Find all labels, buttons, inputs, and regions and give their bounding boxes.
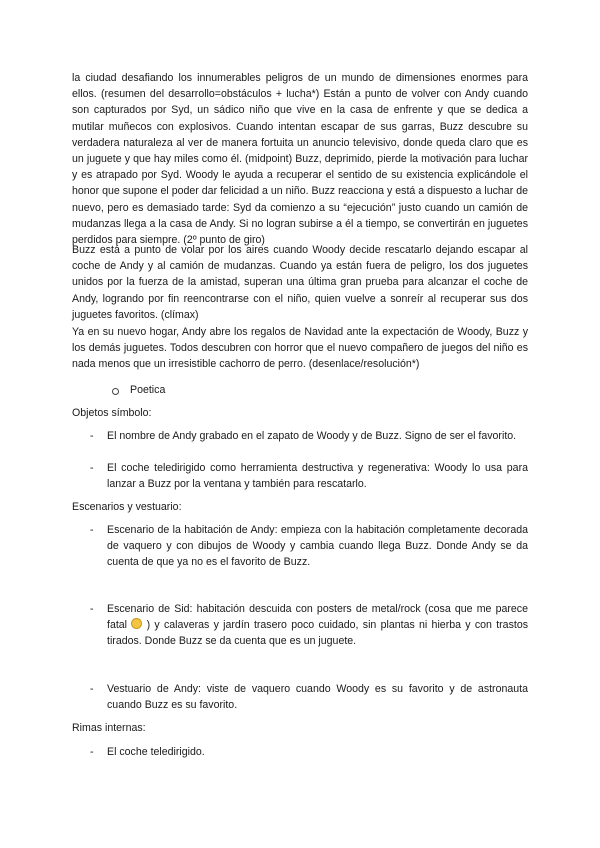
- list-item-objeto-1: El nombre de Andy grabado en el zapato de Woody y de Buzz. Signo de ser el favorito.: [107, 430, 517, 442]
- sad-face-icon: [131, 618, 142, 629]
- heading-rimas-internas: Rimas internas:: [72, 722, 146, 734]
- heading-objetos-simbolo: Objetos símbolo:: [72, 407, 152, 419]
- list-item-rima-1: El coche teledirigido.: [107, 746, 205, 758]
- dash-bullet-icon: -: [90, 746, 94, 758]
- paragraph-development: la ciudad desafiando los innumerables peligros de un mundo de dimensiones enormes para ellos. (resumen del desarrollo=obstáculos + lucha*) Están a punto de volver con Andy cuando son capturados por Syd, un sádico niño que vive en la casa de enfrente y que se dedica a mutilar muñecos con explosivos. Cuando intentan escapar de sus garras, Buzz descubre su verdadera naturaleza al ver de manera fortuita un anuncio televisivo, donde queda claro que es un juguete y que hay miles como él. (midpoint) Buzz, deprimido, pierde la motivación para luchar y es atrapado por Syd. Woody le ayuda a recuperar el sentido de su existencia explicándole el honor que supone el poder dar felicidad a un niño. Buzz reacciona y está a dispuesto a luchar de nuevo, pero es demasiado tarde: Syd da comienzo a su “ejecución” justo cuando un camión de mudanzas llega a la casa de Andy. Si no logran subirse a él a tiempo, se convertirán en juguetes perdidos para siempre. (2º punto de giro): [72, 72, 528, 247]
- paragraph-climax: Buzz está a punto de volar por los aires cuando Woody decide rescatarlo dejando escapar al coche de Andy y al camión de mudanzas. Cuando ya están fuera de peligro, los dos juguetes unidos por la fuerza de la amistad, superan una última gran prueba para alcanzar el coche de Andy, logrando por fin reencontrarse con el niño, quien vuelve a sonreír al recuperar sus dos juguetes favoritos. (clímax): [72, 244, 528, 321]
- dash-bullet-icon: -: [90, 430, 94, 442]
- section-poetica: Poetica: [130, 384, 166, 396]
- circle-bullet-icon: [112, 388, 119, 395]
- list-item-escenario-sid: Escenario de Sid: habitación descuida con posters de metal/rock (cosa que me parece fatal ) y calaveras y jardín trasero poco cuidado, sin plantas ni hierba y con trastos tirados. Donde Buzz se da cuenta que es un juguete.: [107, 603, 529, 648]
- list-item-objeto-2: El coche teledirigido como herramienta destructiva y regenerativa: Woody lo usa para lanzar a Buzz por la ventana y también para rescatarlo.: [107, 462, 528, 491]
- dash-bullet-icon: -: [90, 462, 94, 474]
- dash-bullet-icon: -: [90, 524, 94, 536]
- paragraph-resolution: Ya en su nuevo hogar, Andy abre los regalos de Navidad ante la expectación de Woody, Buzz y los demás juguetes. Todos descubren con horror que el nuevo compañero de juegos del niño es nada menos que un irresistible cachorro de perro. (desenlace/resolución*): [72, 326, 528, 371]
- list-item-vestuario-andy: Vestuario de Andy: viste de vaquero cuando Woody es su favorito y de astronauta cuando Buzz es su favorito.: [107, 683, 528, 712]
- dash-bullet-icon: -: [90, 603, 94, 615]
- heading-escenarios-vestuario: Escenarios y vestuario:: [72, 501, 182, 513]
- dash-bullet-icon: -: [90, 683, 94, 695]
- list-item-escenario-andy: Escenario de la habitación de Andy: empieza con la habitación completamente decorada de vaquero y con dibujos de Woody y cambia cuando llega Buzz. Donde Andy se da cuenta de que ya no es el favorito de Buzz.: [107, 524, 528, 569]
